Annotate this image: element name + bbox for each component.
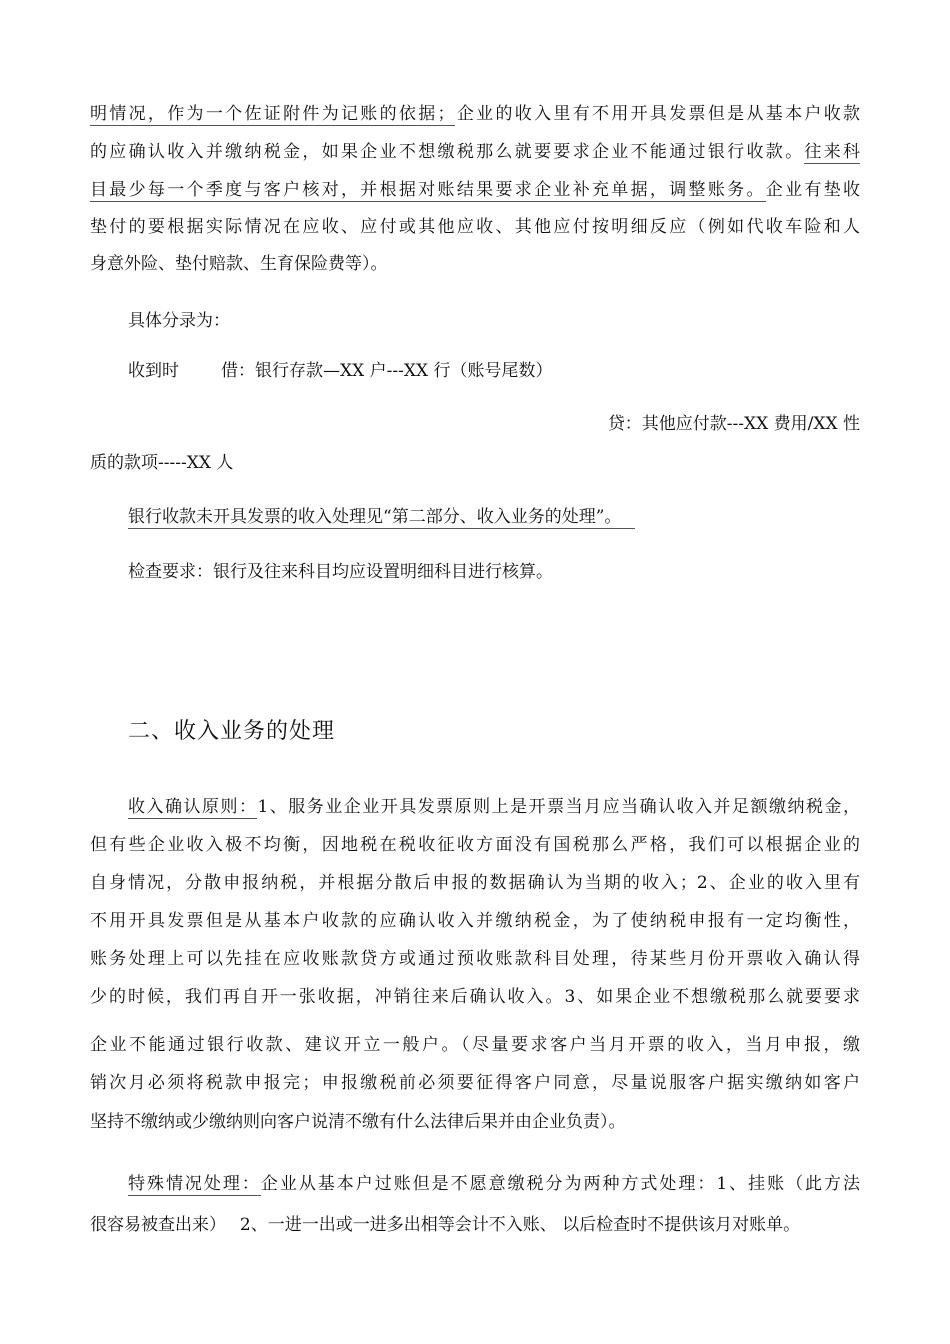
check-requirement: 检查要求：银行及往来科目均应设置明细科目进行核算。	[128, 562, 553, 582]
para1-line-5: 身意外险、垫付赔款、生育保险费等）。	[90, 254, 388, 274]
p2-line-2: 很容易被查出来） 2、一进一出或一进多出相等会计不入账、 以后检查时不提供该月对账单。	[90, 1215, 801, 1235]
debit-entry: 借：银行存款—XX 户---XX 行（账号尾数）	[221, 361, 553, 381]
p1-text: 1、服务业企业开具发票原则上是开票当月应当确认收入并足额缴纳税金，	[257, 797, 860, 817]
underlined-phrase: 目最少每一个季度与客户核对，并根据对账结果要求企业补充单据，调整账务。	[90, 180, 766, 200]
p1-line-7: 企业不能通过银行收款、建议开立一般户。（尽量要求客户当月开票的收入，当月申报，缴	[90, 1035, 860, 1055]
para1-line-1	[90, 103, 860, 125]
credit-entry-line-2: 质的款项-----XX 人	[90, 453, 234, 473]
underlined-phrase: 明情况，作为一个佐证附件为记账的依据；	[90, 104, 455, 124]
para1-line-3	[90, 179, 860, 201]
p1-line-4: 不用开具发票但是从基本户收款的应确认收入并缴纳税金，为了使纳税申报有一定均衡性，	[90, 911, 860, 931]
para1-text: 企业的收入里有不用开具发票但是从基本户收款	[454, 104, 861, 124]
note-line	[128, 506, 635, 528]
received-label: 收到时	[128, 361, 179, 381]
p1-line-2: 但有些企业收入极不均衡，因地税在税收征收方面没有国税那么严格，我们可以根据企业的	[90, 835, 860, 855]
p2-text: 企业从基本户过账但是不愿意缴税分为两种方式处理：1、挂账（此方法	[260, 1174, 860, 1194]
underlined-label: 特殊情况处理：	[128, 1174, 261, 1194]
entry-debit-line	[128, 360, 552, 382]
credit-entry-line-1: 贷：其他应付款---XX 费用/XX 性	[607, 414, 860, 434]
p1-line-1	[128, 796, 860, 818]
p1-line-5: 账务处理上可以先挂在应收账款贷方或通过预收账款科目处理，待某些月份开票收入确认得	[90, 949, 860, 969]
para1-text: 企业有垫收	[765, 180, 861, 200]
p2-line-1	[128, 1173, 860, 1195]
underlined-note: 银行收款未开具发票的收入处理见“第二部分、收入业务的处理”。	[128, 507, 635, 529]
p1-line-6: 少的时候，我们再自开一张收据，冲销往来后确认收入。3、如果企业不想缴税那么就要要求	[90, 987, 860, 1007]
underlined-label: 收入确认原则：	[128, 797, 258, 817]
p1-line-3: 自身情况，分散申报纳税，并根据分散后申报的数据确认为当期的收入；2、企业的收入里有	[90, 873, 860, 893]
para1-text: 的应确认收入并缴纳税金，如果企业不想缴税那么就要要求企业不能通过银行收款。	[90, 142, 805, 162]
underlined-phrase: 往来科	[804, 142, 861, 162]
entries-intro: 具体分录为：	[128, 311, 230, 331]
para1-line-4: 垫付的要根据实际情况在应收、应付或其他应收、其他应付按明细反应（例如代收车险和人	[90, 217, 860, 237]
para1-line-2	[90, 141, 860, 163]
p1-line-8: 销次月必须将税款申报完；申报缴税前必须要征得客户同意，尽量说服客户据实缴纳如客户	[90, 1073, 860, 1093]
section-heading: 二、收入业务的处理	[128, 719, 336, 744]
p1-line-9: 坚持不缴纳或少缴纳则向客户说清不缴有什么法律后果并由企业负责）。	[90, 1112, 626, 1132]
